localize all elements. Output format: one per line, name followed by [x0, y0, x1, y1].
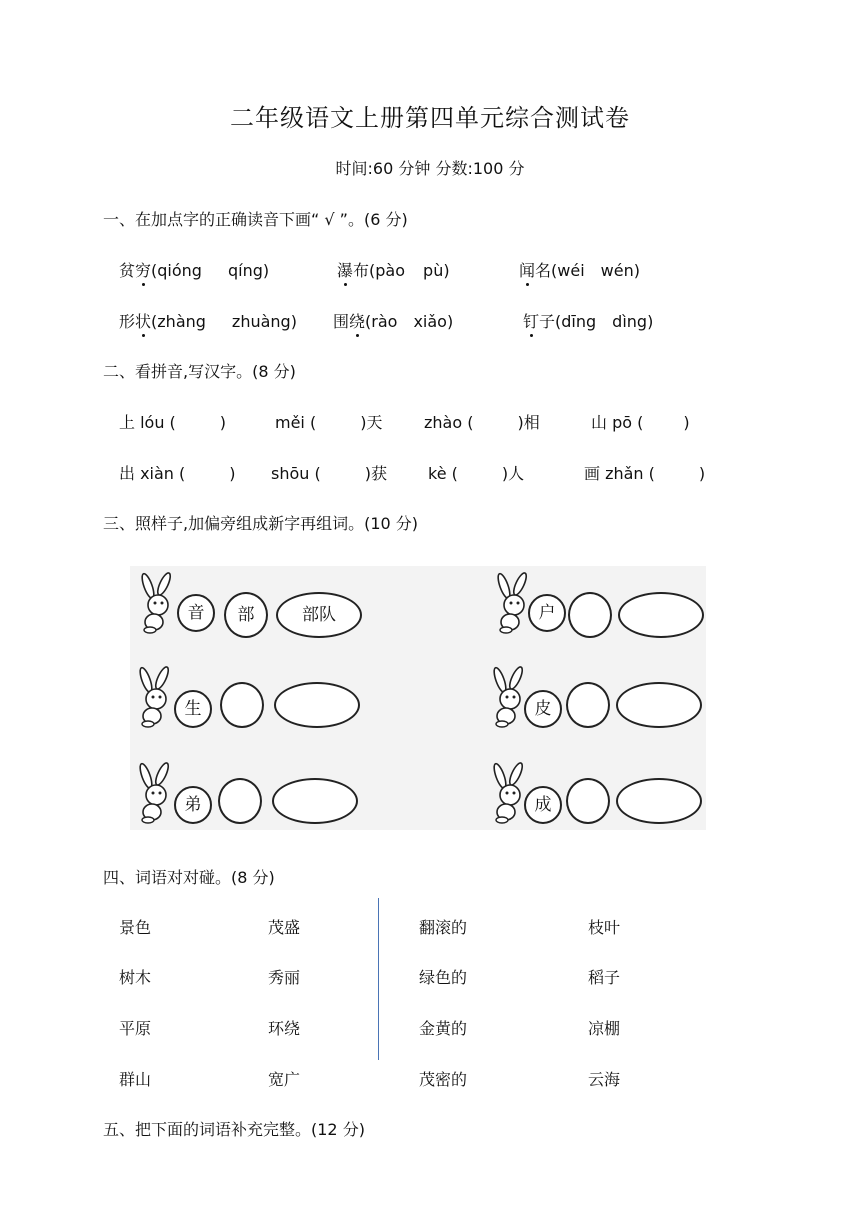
given-char: 生 [174, 690, 212, 728]
exam-info: 时间:60 分钟 分数:100 分 [335, 159, 525, 178]
given-char: 音 [177, 594, 215, 632]
dotted-char: 钉 [523, 309, 539, 332]
given-char: 成 [524, 786, 562, 824]
new-char-circle[interactable] [220, 682, 264, 728]
bunny-icon [132, 762, 182, 824]
match-word[interactable]: 翻滚的 [419, 918, 468, 937]
section-3-heading: 三、照样子,加偏旁组成新字再组词。(10 分) [103, 514, 419, 533]
dotted-char: 状 [135, 309, 151, 332]
page-title: 二年级语文上册第四单元综合测试卷 [230, 104, 630, 132]
pinyin-item: 闻名(wéi wén) [519, 258, 640, 281]
match-word[interactable]: 树木 [119, 968, 152, 987]
word-oval[interactable]: 部队 [276, 592, 362, 638]
new-char-circle[interactable] [566, 682, 610, 728]
match-word[interactable]: 茂盛 [268, 918, 301, 937]
match-word[interactable]: 平原 [119, 1019, 152, 1038]
match-word[interactable]: 景色 [119, 918, 152, 937]
word-oval[interactable] [616, 778, 702, 824]
new-char-circle[interactable]: 部 [224, 592, 268, 638]
match-word[interactable]: 凉棚 [588, 1019, 621, 1038]
match-word[interactable]: 稻子 [588, 968, 621, 987]
dotted-char: 闻 [519, 258, 535, 281]
fill-blank-item: kè ( )人 [428, 464, 525, 483]
fill-blank-item: 山 pō ( ) [591, 413, 690, 432]
pinyin-item: 钉子(dīng dìng) [523, 309, 653, 332]
new-char-circle[interactable] [568, 592, 612, 638]
section-2-heading: 二、看拼音,写汉字。(8 分) [103, 362, 296, 381]
match-word[interactable]: 环绕 [268, 1019, 301, 1038]
bunny-icon [134, 572, 184, 634]
pinyin-item: 贫穷(qióng qíng) [119, 258, 269, 281]
match-word[interactable]: 云海 [588, 1070, 621, 1089]
match-word[interactable]: 宽广 [268, 1070, 301, 1089]
given-char: 皮 [524, 690, 562, 728]
pinyin-item: 围绕(rào xiǎo) [333, 309, 453, 332]
pinyin-item: 形状(zhàng zhuàng) [119, 309, 297, 332]
word-oval[interactable] [618, 592, 704, 638]
fill-blank-item: shōu ( )获 [271, 464, 387, 483]
match-word[interactable]: 群山 [119, 1070, 152, 1089]
fill-blank-item: zhào ( )相 [424, 413, 540, 432]
match-word[interactable]: 枝叶 [588, 918, 621, 937]
given-char: 弟 [174, 786, 212, 824]
pinyin-item: 瀑布(pào pù) [337, 258, 450, 281]
fill-blank-item: 画 zhǎn ( ) [584, 464, 706, 483]
column-divider [378, 898, 379, 1060]
section-5-heading: 五、把下面的词语补充完整。(12 分) [103, 1120, 365, 1139]
match-word[interactable]: 秀丽 [268, 968, 301, 987]
match-word[interactable]: 金黄的 [419, 1019, 468, 1038]
radical-exercise-panel [130, 566, 706, 830]
word-oval[interactable] [274, 682, 360, 728]
bunny-icon [132, 666, 182, 728]
fill-blank-item: měi ( )天 [275, 413, 383, 432]
dotted-char: 绕 [349, 309, 365, 332]
section-4-heading: 四、词语对对碰。(8 分) [103, 868, 275, 887]
fill-blank-item: 出 xiàn ( ) [119, 464, 236, 483]
fill-blank-item: 上 lóu ( ) [119, 413, 227, 432]
match-word[interactable]: 茂密的 [419, 1070, 468, 1089]
match-word[interactable]: 绿色的 [419, 968, 468, 987]
given-char: 户 [528, 594, 566, 632]
section-1-heading: 一、在加点字的正确读音下画“ √ ”。(6 分) [103, 210, 408, 229]
word-oval[interactable] [272, 778, 358, 824]
new-char-circle[interactable] [566, 778, 610, 824]
new-char-circle[interactable] [218, 778, 262, 824]
word-oval[interactable] [616, 682, 702, 728]
dotted-char: 穷 [135, 258, 151, 281]
dotted-char: 瀑 [337, 258, 353, 281]
